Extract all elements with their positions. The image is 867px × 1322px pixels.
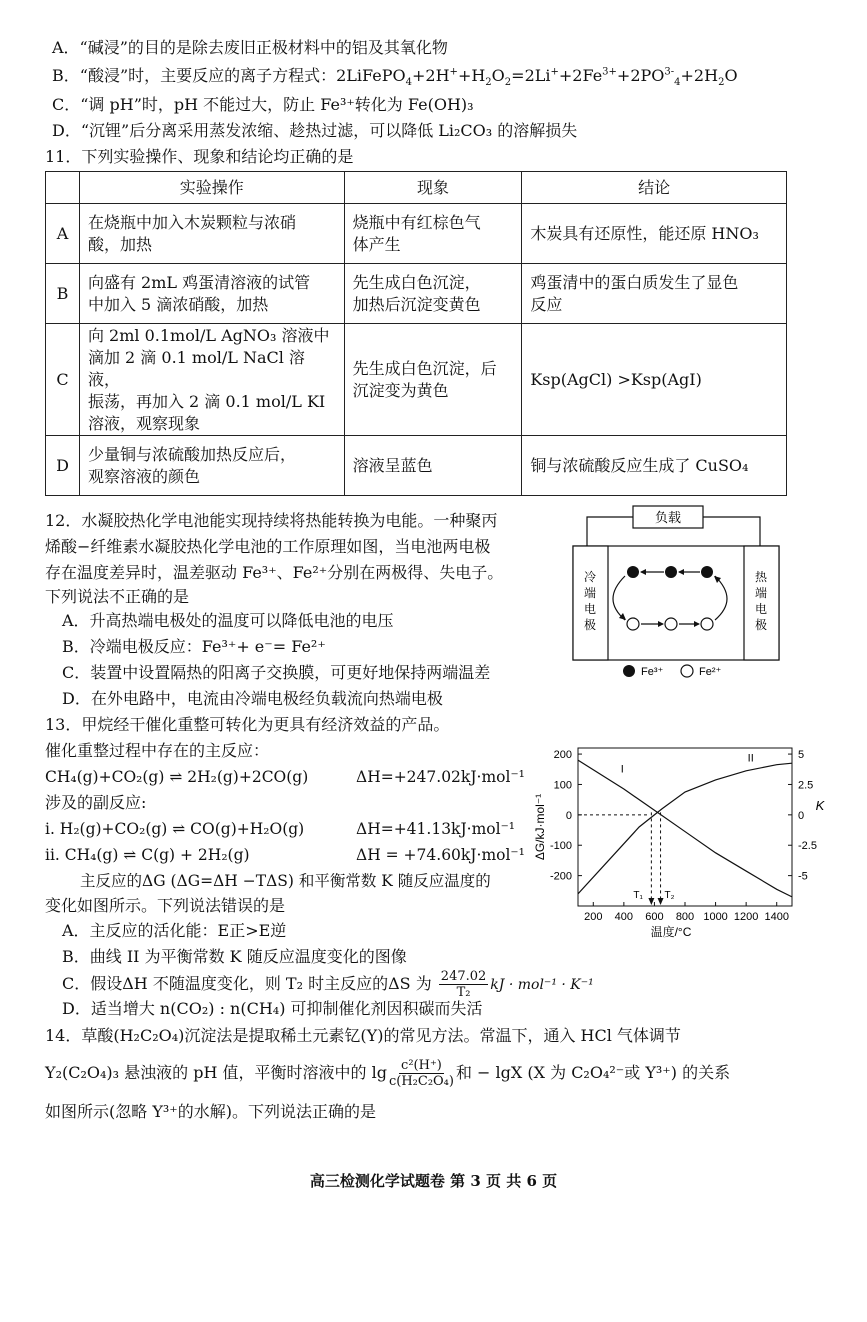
q12-option-d: D．在外电路中，电流由冷端电极经负载流向热端电极 — [62, 689, 443, 708]
row-operation: 向 2ml 0.1mol/L AgNO₃ 溶液中 滴加 2 滴 0.1 mol/L NaCl 溶液， 振荡，再加入 2 滴 0.1 mol/L KI 溶液，观察现象 — [79, 324, 344, 436]
q13-option-b: B．曲线 II 为平衡常数 K 随反应温度变化的图像 — [62, 947, 407, 966]
q12-stem-line-1: 12．水凝胶热化学电池能实现持续将热能转换为电能。一种聚丙 — [45, 511, 498, 530]
row-operation: 少量铜与浓硫酸加热反应后， 观察溶液的颜色 — [79, 436, 344, 496]
series-label-2: II — [747, 752, 754, 765]
q12-option-a: A．升高热端电极处的温度可以降低电池的电压 — [62, 611, 394, 630]
series-line-1 — [578, 760, 792, 897]
hot-label-1: 热 — [754, 570, 768, 584]
row-letter: C — [46, 324, 80, 436]
row-operation: 在烧瓶中加入木炭颗粒与浓硝 酸，加热 — [79, 204, 344, 264]
fe3-ion — [627, 566, 639, 578]
fe3-ion — [701, 566, 713, 578]
plot-frame — [578, 748, 792, 906]
q14-line-2 — [45, 1058, 730, 1089]
x-tick-label: 200 — [584, 911, 603, 923]
legend-fe3-label: Fe³⁺ — [641, 666, 664, 678]
table-row — [46, 264, 787, 324]
table-header-operation: 实验操作 — [79, 172, 344, 204]
q10-option-c: C．“调 pH”时，pH 不能过大，防止 Fe³⁺转化为 Fe(OH)₃ — [52, 95, 474, 114]
y-left-tick-label: 100 — [553, 779, 572, 792]
q14-fraction: $\frac{\text{c²(H⁺)}}{\text{c(H₂C₂O₄)}}$ — [388, 1058, 454, 1089]
cold-label-3: 电 — [583, 602, 597, 616]
y-left-tick-label: -200 — [549, 870, 572, 883]
table-header-conclusion: 结论 — [522, 172, 787, 204]
row-phenomenon: 溶液呈蓝色 — [344, 436, 522, 496]
row-phenomenon: 先生成白色沉淀，后 沉淀变为黄色 — [344, 324, 522, 436]
y-right-tick-label: 2.5 — [798, 779, 814, 792]
q13-option-c — [62, 969, 594, 1000]
y-left-axis-label: ΔG/kJ·mol⁻¹ — [533, 793, 547, 861]
series-label-1: I — [620, 763, 624, 776]
cold-label-4: 极 — [583, 618, 597, 632]
t1-label: T₁ — [633, 890, 643, 901]
fe2-ion — [665, 618, 677, 630]
x-tick-label: 1200 — [733, 911, 759, 923]
x-tick-label: 1000 — [703, 911, 728, 923]
q12-stem-line-3: 存在温度差异时，温差驱动 Fe³⁺、Fe²⁺分别在两极得、失电子。 — [45, 563, 504, 582]
q12-stem-line-2: 烯酸−纤维素水凝胶热化学电池的工作原理如图，当电池两电极 — [45, 537, 491, 556]
q13-side-reaction-1-dh: ΔH=+41.13kJ·mol⁻¹ — [356, 820, 515, 838]
q13-option-a: A．主反应的活化能：E正>E逆 — [62, 921, 287, 940]
q14-line-1: 14．草酸(H₂C₂O₄)沉淀法是提取稀土元素钇(Y)的常见方法。常温下，通入 HCl 气体调节 — [45, 1026, 681, 1045]
q11-stem: 11．下列实验操作、现象和结论均正确的是 — [45, 147, 354, 166]
fe2-ion — [627, 618, 639, 630]
q13-main-intro: 催化重整过程中存在的主反应： — [45, 741, 270, 760]
fe3-ion — [665, 566, 677, 578]
q14-line-3: 如图所示(忽略 Y³⁺的水解)。下列说法正确的是 — [45, 1102, 376, 1121]
q10-option-d: D．“沉锂”后分离采用蒸发浓缩、趁热过滤，可以降低 Li₂CO₃ 的溶解损失 — [52, 121, 578, 140]
q12-stem-line-4: 下列说法不正确的是 — [45, 587, 190, 606]
q12-option-c: C．装置中设置隔热的阳离子交换膜，可更好地保持两端温差 — [62, 663, 491, 682]
q14-line-2-suffix: 和 − lgX (X 为 C₂O₄²⁻或 Y³⁺) 的关系 — [455, 1063, 731, 1082]
q13-option-d: D．适当增大 n(CO₂) : n(CH₄) 可抑制催化剂因积碳而失活 — [62, 999, 483, 1018]
cold-label-2: 端 — [583, 586, 597, 600]
t1-arrow-head — [648, 898, 654, 905]
row-conclusion: Ksp(AgCl) >Ksp(AgI) — [522, 324, 787, 436]
cold-label-1: 冷 — [583, 570, 597, 584]
q10-option-b — [52, 65, 738, 87]
q13-main-reaction: CH₄(g)+CO₂(g) ⇌ 2H₂(g)+2CO(g) — [45, 768, 309, 786]
table-row — [46, 204, 787, 264]
q13-option-c-prefix: C．假设ΔH 不随温度变化，则 T₂ 时主反应的ΔS 为 — [62, 974, 432, 993]
y-right-tick-label: -5 — [798, 870, 808, 883]
row-operation: 向盛有 2mL 鸡蛋清溶液的试管 中加入 5 滴浓硝酸，加热 — [79, 264, 344, 324]
table-row — [46, 324, 787, 436]
row-letter: D — [46, 436, 80, 496]
q13-side-intro: 涉及的副反应: — [45, 793, 147, 812]
table-header-blank — [46, 172, 80, 204]
t2-arrow-head — [658, 898, 664, 905]
q10-option-b-prefix: B．“酸浸”时，主要反应的离子方程式： — [52, 66, 337, 85]
table-header-phenomenon: 现象 — [344, 172, 522, 204]
q13-side-reaction-1: i. H₂(g)+CO₂(g) ⇌ CO(g)+H₂O(g) — [45, 820, 305, 838]
hot-label-4: 极 — [754, 618, 768, 632]
wire-right — [703, 517, 760, 546]
q13-option-c-unit: kJ · mol⁻¹ · K⁻¹ — [490, 977, 594, 993]
q13-side-reaction-2-dh: ΔH = +74.60kJ·mol⁻¹ — [356, 846, 525, 864]
q13-stem: 13．甲烷经干催化重整可转化为更具有经济效益的产品。 — [45, 715, 450, 734]
y-left-tick-label: 0 — [565, 809, 572, 822]
y-right-tick-label: 0 — [798, 809, 805, 822]
q11-table — [45, 171, 787, 496]
q13-option-c-fraction: $\frac{247.02}{\text{T₂}}$ — [440, 969, 487, 1000]
row-letter: B — [46, 264, 80, 324]
q12-option-b: B．冷端电极反应：Fe³⁺+ e⁻= Fe²⁺ — [62, 637, 326, 656]
row-phenomenon: 烧瓶中有红棕色气 体产生 — [344, 204, 522, 264]
q13-description-1: 主反应的ΔG (ΔG=ΔH −TΔS) 和平衡常数 K 随反应温度的 — [80, 872, 491, 890]
y-right-tick-label: 5 — [798, 749, 805, 762]
q13-description-2: 变化如图所示。下列说法错误的是 — [45, 896, 286, 915]
legend-fe3-marker — [623, 665, 635, 677]
table-header-row — [46, 172, 787, 204]
hot-label-3: 电 — [754, 602, 768, 616]
series-line-2 — [578, 763, 792, 894]
q13-main-dh: ΔH=+247.02kJ·mol⁻¹ — [356, 768, 525, 786]
legend-fe2-marker — [681, 665, 693, 677]
q12-cell-diagram — [565, 500, 795, 690]
y-left-tick-label: -100 — [549, 840, 572, 853]
y-right-tick-label: -2.5 — [798, 840, 817, 853]
x-tick-label: 400 — [614, 911, 634, 923]
fe2-ion — [701, 618, 713, 630]
y-right-axis-label: K — [815, 798, 825, 813]
q10-option-b-equation: $2LiFePO_4+2H^++H_2O_2=2Li^++2Fe^{3+}+2PO^{3-}_4+2H_2O$ — [336, 66, 738, 89]
legend-fe2-label: Fe²⁺ — [699, 666, 722, 678]
x-tick-label: 1400 — [764, 911, 789, 923]
row-conclusion: 鸡蛋清中的蛋白质发生了显色 反应 — [522, 264, 787, 324]
t2-label: T₂ — [664, 890, 675, 901]
x-tick-label: 600 — [645, 911, 664, 923]
page-footer: 高三检测化学试题卷 第 3 页 共 6 页 — [309, 1172, 558, 1190]
row-letter: A — [46, 204, 80, 264]
q14-line-2-prefix: Y₂(C₂O₄)₃ 悬浊液的 pH 值，平衡时溶液中的 lg — [45, 1063, 387, 1082]
table-row — [46, 436, 787, 496]
wire-left — [587, 517, 633, 546]
load-label: 负载 — [654, 510, 682, 525]
x-tick-label: 800 — [675, 911, 695, 923]
x-axis-label: 温度/°C — [650, 925, 692, 939]
q10-option-a: A．“碱浸”的目的是除去废旧正极材料中的铝及其氧化物 — [52, 38, 448, 57]
hot-label-2: 端 — [754, 586, 768, 600]
q13-side-reaction-2: ii. CH₄(g) ⇌ C(g) + 2H₂(g) — [45, 846, 250, 864]
y-left-tick-label: 200 — [553, 749, 572, 762]
q13-chart — [530, 706, 830, 942]
row-conclusion: 木炭具有还原性，能还原 HNO₃ — [522, 204, 787, 264]
row-conclusion: 铜与浓硫酸反应生成了 CuSO₄ — [522, 436, 787, 496]
row-phenomenon: 先生成白色沉淀， 加热后沉淀变黄色 — [344, 264, 522, 324]
